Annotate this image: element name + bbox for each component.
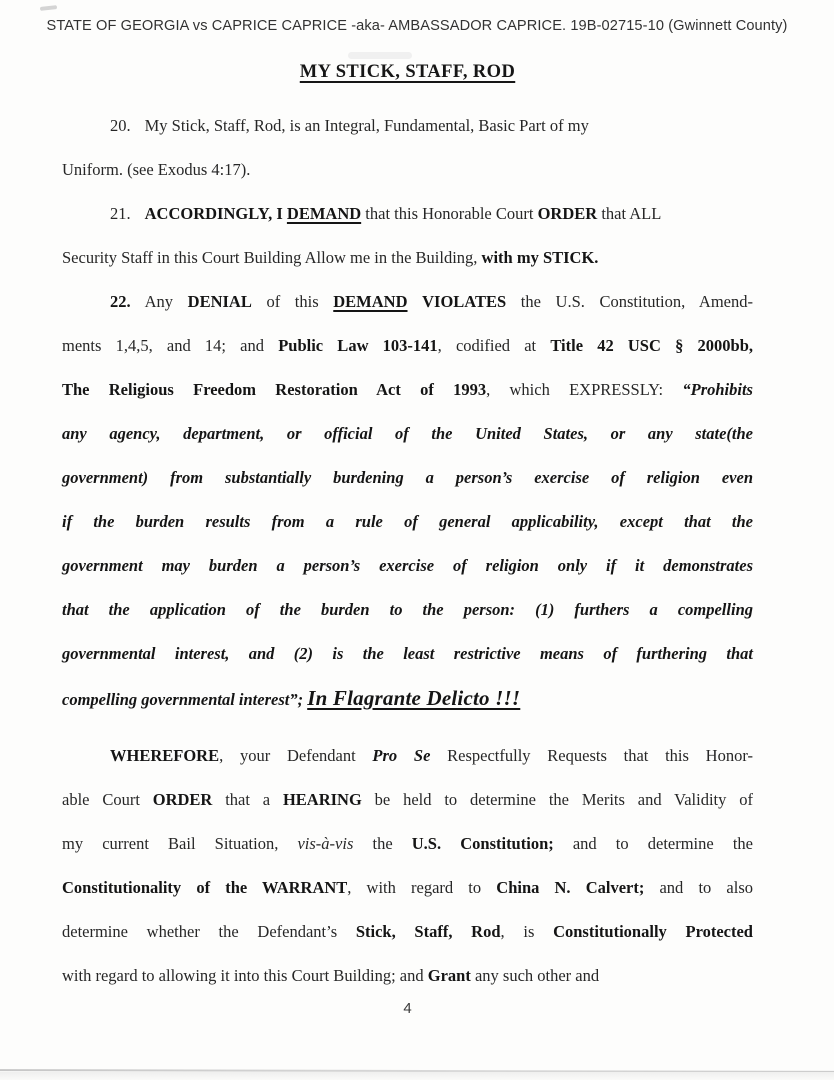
text-segment: governmental interest, and (2) is the least restrictive means of furthering that bbox=[62, 644, 753, 663]
text-segment: government) from substantially burdening a person’s exercise of religion even bbox=[62, 468, 753, 487]
text-line bbox=[62, 412, 753, 456]
text-line bbox=[62, 236, 753, 280]
text-segment: DEMAND bbox=[333, 292, 408, 311]
text-segment: the U.S. Constitution, Amend- bbox=[506, 292, 753, 311]
text-segment: that this Honorable Court bbox=[361, 204, 538, 223]
text-segment: 20. bbox=[110, 116, 131, 135]
paragraph-20 bbox=[62, 104, 753, 192]
text-segment: the bbox=[353, 834, 412, 853]
text-segment: determine whether the Defendant’s bbox=[62, 922, 356, 941]
document-body bbox=[62, 104, 753, 998]
text-segment: be held to determine the Merits and Validity of bbox=[361, 790, 753, 809]
page-number: 4 bbox=[403, 1000, 412, 1017]
section-title-text: MY STICK, STAFF, ROD bbox=[299, 62, 516, 82]
text-line bbox=[62, 192, 753, 236]
text-line bbox=[62, 280, 753, 324]
text-segment: and to also bbox=[644, 878, 753, 897]
text-segment: In Flagrante Delicto !!! bbox=[307, 686, 521, 710]
text-line bbox=[62, 954, 753, 998]
text-segment: compelling governmental interest”; bbox=[62, 690, 308, 709]
text-segment: Any bbox=[144, 292, 188, 311]
text-segment: China N. Calvert; bbox=[496, 878, 645, 897]
text-segment: , which EXPRESSLY: bbox=[486, 380, 683, 399]
text-line bbox=[62, 866, 753, 910]
text-segment bbox=[408, 292, 423, 311]
text-segment: 22. bbox=[110, 292, 131, 311]
text-segment: vis-à-vis bbox=[297, 834, 354, 853]
text-line bbox=[62, 778, 753, 822]
text-segment: with regard to allowing it into this Court Building; and bbox=[62, 966, 428, 985]
text-line bbox=[62, 910, 753, 954]
text-segment: Public Law 103-141 bbox=[278, 336, 438, 355]
text-segment: “Prohibits bbox=[682, 380, 753, 399]
text-line bbox=[62, 104, 753, 148]
case-caption-header: STATE OF GEORGIA vs CAPRICE CAPRICE -aka- AMBASSADOR CAPRICE. 19B-02715-10 (Gwinnett County) bbox=[46, 18, 788, 34]
text-line bbox=[62, 632, 753, 676]
text-line bbox=[62, 588, 753, 632]
scan-edge-shadow bbox=[0, 1072, 834, 1080]
text-line bbox=[62, 324, 753, 368]
text-segment: , is bbox=[500, 922, 554, 941]
text-segment: ORDER bbox=[537, 204, 598, 223]
text-segment: HEARING bbox=[282, 790, 362, 809]
text-segment: Stick, Staff, Rod bbox=[355, 922, 501, 941]
scan-artifact-top-left bbox=[40, 5, 57, 11]
text-segment: if the burden results from a rule of general applicability, except that the bbox=[62, 512, 753, 531]
text-segment: any such other and bbox=[470, 966, 600, 985]
text-segment: , codified at bbox=[437, 336, 551, 355]
text-segment: Constitutionality of the WARRANT bbox=[62, 878, 348, 897]
text-segment: Security Staff in this Court Building Allow me in the Building, bbox=[62, 248, 482, 267]
paragraph-21 bbox=[62, 192, 753, 280]
text-segment: with my STICK. bbox=[481, 248, 599, 267]
text-segment: my current Bail Situation, bbox=[62, 834, 298, 853]
paragraph-22 bbox=[62, 280, 753, 720]
text-segment: ORDER bbox=[152, 790, 213, 809]
paragraph-wherefore bbox=[62, 734, 753, 998]
text-segment: Constitutionally Protected bbox=[553, 922, 753, 941]
text-segment: able Court bbox=[62, 790, 153, 809]
text-segment: Respectfully Requests that this Honor- bbox=[430, 746, 753, 765]
text-segment: and to determine the bbox=[553, 834, 753, 853]
scan-artifact-above-title bbox=[348, 52, 412, 59]
text-segment: Pro Se bbox=[372, 746, 431, 765]
text-segment: WHEREFORE bbox=[110, 746, 220, 765]
text-line bbox=[62, 676, 753, 720]
text-line bbox=[62, 544, 753, 588]
text-segment: of this bbox=[251, 292, 334, 311]
text-line bbox=[62, 500, 753, 544]
text-segment: VIOLATES bbox=[422, 292, 507, 311]
text-segment: U.S. Constitution; bbox=[411, 834, 554, 853]
text-segment: My Stick, Staff, Rod, is an Integral, Fundamental, Basic Part of my bbox=[144, 116, 589, 135]
text-segment: The Religious Freedom Restoration Act of 1993 bbox=[62, 380, 487, 399]
text-line bbox=[62, 368, 753, 412]
text-segment: that the application of the burden to the person: (1) furthers a compelling bbox=[62, 600, 753, 619]
text-line bbox=[62, 822, 753, 866]
text-segment: Uniform. (see Exodus 4:17). bbox=[62, 160, 251, 179]
text-segment: any agency, department, or official of the United States, or any state(the bbox=[62, 424, 753, 443]
text-segment: that ALL bbox=[597, 204, 662, 223]
text-segment: Title 42 USC § 2000bb, bbox=[550, 336, 753, 355]
text-segment: , with regard to bbox=[347, 878, 497, 897]
scan-edge-line bbox=[0, 1069, 834, 1073]
text-segment: DENIAL bbox=[187, 292, 252, 311]
text-line bbox=[62, 148, 753, 192]
text-segment: government may burden a person’s exercise of religion only if it demonstrates bbox=[62, 556, 753, 575]
text-segment: that a bbox=[212, 790, 283, 809]
text-line bbox=[62, 456, 753, 500]
text-segment: DEMAND bbox=[286, 204, 362, 223]
text-segment: ACCORDINGLY, I bbox=[144, 204, 287, 223]
text-segment: ments 1,4,5, and 14; and bbox=[62, 336, 279, 355]
text-line bbox=[62, 734, 753, 778]
section-title bbox=[62, 62, 753, 83]
text-segment: 21. bbox=[110, 204, 131, 223]
text-segment: Grant bbox=[427, 966, 471, 985]
text-segment: , your Defendant bbox=[219, 746, 373, 765]
